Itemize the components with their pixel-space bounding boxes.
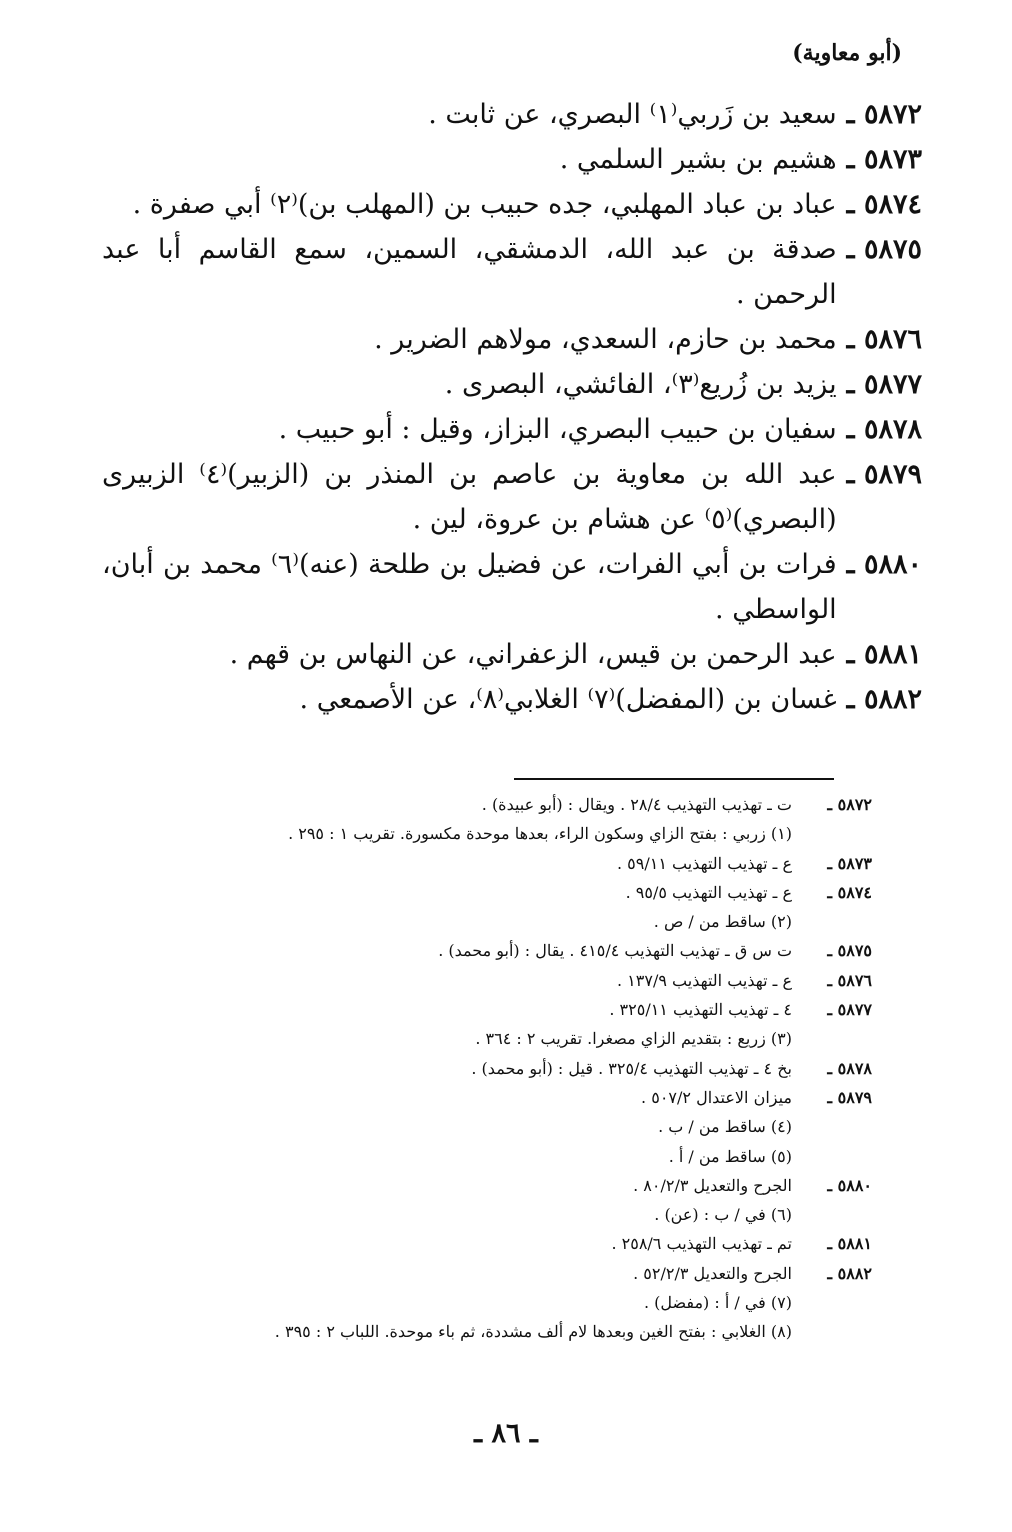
footnote-text: ٤ ـ تهذيب التهذيب ٣٢٥/١١ . [609, 1000, 792, 1020]
footnote-text: ع ـ تهذيب التهذيب ١٣٧/٩ . [617, 970, 792, 990]
entry-text: هشيم بن بشير السلمي . [559, 144, 837, 175]
footnote-row [172, 995, 872, 1024]
entry-text: محمد بن حازم، السعدي، مولاهم الضرير . [374, 324, 837, 355]
entry-number: ٥٨٨٠ ـ [846, 549, 922, 580]
footnote-entry-number: ٥٨٧٥ ـ [827, 941, 872, 961]
entry-text: يزيد بن زُريع⁽٣⁾، الفائشي، البصرى . [444, 369, 837, 400]
footnote-text: ع ـ تهذيب التهذيب ٥٩/١١ . [617, 853, 792, 873]
footnote-text: بخ ٤ ـ تهذيب التهذيب ٣٢٥/٤ . قيل : (أبو محمد) . [471, 1058, 792, 1078]
entry [102, 677, 922, 722]
entry-number: ٥٨٧٩ ـ [846, 459, 922, 490]
footnote-entry-number: ٥٨٧٣ ـ [827, 853, 872, 873]
entry-number: ٥٨٧٨ ـ [846, 414, 922, 445]
footnote-row [172, 790, 872, 819]
footnote-row [172, 1259, 872, 1288]
entry-number: ٥٨٨١ ـ [846, 639, 922, 670]
entry-text: فرات بن أبي الفرات، عن فضيل بن طلحة (عنه)⁽٦⁾ محمد بن أبان، الواسطي . [102, 549, 837, 625]
footnote-row [172, 936, 872, 965]
entry-number: ٥٨٧٦ ـ [846, 324, 922, 355]
entry-text: غسان بن (المفضل)⁽٧⁾ الغلابي⁽٨⁾، عن الأصمعي . [299, 684, 837, 715]
entry-text: عبد الرحمن بن قيس، الزعفراني، عن النهاس بن قهم . [229, 639, 837, 670]
footnote-entry-number: ٥٨٧٢ ـ [827, 795, 872, 814]
footnote-row [172, 1288, 872, 1317]
entry [102, 632, 922, 677]
entry-number: ٥٨٧٥ ـ [846, 234, 922, 265]
entry-number: ٥٨٨٢ ـ [846, 684, 922, 715]
footnote-text: ميزان الاعتدال ٥٠٧/٢ . [641, 1087, 792, 1107]
footnote-row [172, 1142, 872, 1171]
footnote-text: ع ـ تهذيب التهذيب ٩٥/٥ . [625, 882, 792, 902]
footnote-row [172, 1317, 872, 1346]
footnote-row [172, 966, 872, 995]
footnote-text: الجرح والتعديل ٥٢/٢/٣ . [633, 1263, 792, 1283]
footnote-row [172, 849, 872, 878]
footnote-text: الجرح والتعديل ٨٠/٢/٣ . [633, 1175, 792, 1195]
footnote-divider [514, 778, 834, 780]
entry-number: ٥٨٧٤ ـ [846, 189, 922, 220]
footnote-text: (٧) في / أ : (مفضل) . [643, 1293, 792, 1313]
footnote-text: ت س ق ـ تهذيب التهذيب ٤١٥/٤ . يقال : (أبو محمد) . [438, 941, 792, 961]
biography-entries [102, 92, 922, 722]
entry [102, 227, 922, 317]
footnote-text: (٢) ساقط من / ص . [653, 912, 792, 932]
entry [102, 137, 922, 182]
footnote-text: (٥) ساقط من / أ . [668, 1146, 792, 1166]
footnote-text: (١) زربي : بفتح الزاي وسكون الراء، بعدها موحدة مكسورة. تقريب ١ : ٢٩٥ . [288, 824, 792, 844]
footnotes [172, 790, 872, 1347]
entry [102, 452, 922, 542]
footnote-text: (٦) في / ب : (عن) . [654, 1205, 792, 1225]
entry [102, 362, 922, 407]
footnote-entry-number: ٥٨٨٢ ـ [827, 1263, 872, 1283]
entry [102, 542, 922, 632]
footnote-row [172, 878, 872, 907]
footnote-row [172, 1054, 872, 1083]
entry-number: ٥٨٧٢ ـ [846, 99, 922, 130]
footnote-row [172, 1112, 872, 1141]
footnote-entry-number: ٥٨٧٨ ـ [827, 1058, 872, 1078]
footnote-entry-number: ٥٨٧٧ ـ [827, 1000, 872, 1020]
footnote-row [172, 1171, 872, 1200]
footnote-text: (٨) الغلابي : بفتح الغين وبعدها لام ألف مشددة، ثم باء موحدة. اللباب ٢ : ٣٩٥ . [274, 1322, 792, 1342]
footnote-row [172, 1024, 872, 1053]
footnote-entry-number: ٥٨٧٩ ـ [827, 1087, 872, 1107]
footnote-entry-number: ٥٨٧٤ ـ [827, 882, 872, 902]
footnote-row [172, 907, 872, 936]
entry-text: سعيد بن زَربي⁽١⁾ البصري، عن ثابت . [428, 99, 837, 130]
entry-text: صدقة بن عبد الله، الدمشقي، السمين، سمع القاسم أبا عبد الرحمن . [102, 234, 837, 310]
entry-text: عبد الله بن معاوية بن عاصم بن المنذر بن (الزبير)⁽٤⁾ الزبيرى (البصري)⁽٥⁾ عن هشام بن عروة، لين . [102, 459, 837, 535]
entry-text: عباد بن عباد المهلبي، جده حبيب بن (المهلب بن)⁽٢⁾ أبي صفرة . [132, 189, 837, 220]
footnote-entry-number: ٥٨٨٠ ـ [827, 1175, 872, 1195]
entry [102, 182, 922, 227]
footnote-row [172, 819, 872, 848]
entry-number: ٥٨٧٣ ـ [846, 144, 922, 175]
entry [102, 317, 922, 362]
footnote-text: (٤) ساقط من / ب . [658, 1117, 792, 1137]
footnote-row [172, 1229, 872, 1258]
footnote-text: ت ـ تهذيب التهذيب ٢٨/٤ . ويقال : (أبو عبيدة) . [481, 795, 792, 814]
footnote-row [172, 1200, 872, 1229]
entry [102, 92, 922, 137]
entry-number: ٥٨٧٧ ـ [846, 369, 922, 400]
page-number: ـ ٨٦ ـ [474, 1418, 538, 1449]
entry-text: سفيان بن حبيب البصري، البزاز، وقيل : أبو حبيب . [278, 414, 837, 445]
footnote-text: (٣) زريع : بتقديم الزاي مصغرا. تقريب ٢ : ٣٦٤ . [475, 1029, 792, 1049]
footnote-text: تم ـ تهذيب التهذيب ٢٥٨/٦ . [611, 1234, 792, 1254]
running-header: (أبو معاوية) [792, 40, 902, 66]
footnote-row [172, 1083, 872, 1112]
footnote-entry-number: ٥٨٨١ ـ [827, 1234, 872, 1254]
entry [102, 407, 922, 452]
footnote-entry-number: ٥٨٧٦ ـ [827, 970, 872, 990]
